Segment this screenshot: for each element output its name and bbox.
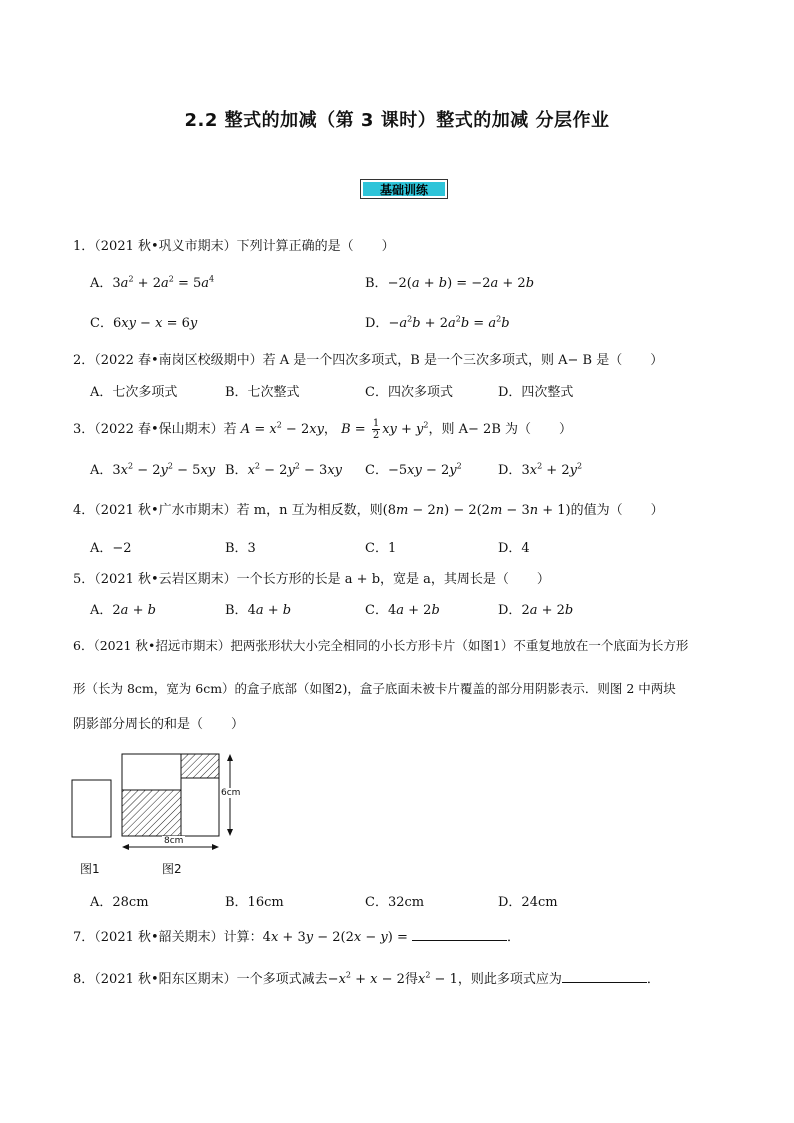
question-1-option-b[interactable]: B．−2(a + b) = −2a + 2b xyxy=(365,276,535,291)
question-8: 8．（2021 秋•阳东区期末）一个多项式减去$-x^2 + x - 2$得$x^2 - 1$，则此多项式应为 ． xyxy=(73,970,660,987)
section-tag xyxy=(360,179,448,199)
question-3-option-a[interactable]: A．$3x^2 - 2y^2 - 5xy$ xyxy=(90,461,216,478)
question-6-option-d[interactable]: D．24cm xyxy=(498,895,558,910)
question-6-line-1: 6．（2021 秋•招远市期末）把两张形状大小完全相同的小长方形卡片（如图1）不重复地放在一个底面为长方形 xyxy=(73,638,689,653)
question-2-option-a[interactable]: A．七次多项式 xyxy=(90,385,178,400)
height-label: 6cm xyxy=(221,788,241,798)
question-3-option-c[interactable]: C．$-5xy - 2y^2$ xyxy=(365,461,462,478)
question-4-option-c[interactable]: C．1 xyxy=(365,541,397,556)
section-tag-label: 基础训练 xyxy=(363,182,445,196)
question-2-stem: 2．（2022 春•南岗区校级期中）若 A 是一个四次多项式，B 是一个三次多项式，则 A− B 是（ ） xyxy=(73,353,664,368)
figure-2-label: 图2 xyxy=(162,862,182,876)
answer-blank-8[interactable] xyxy=(562,970,647,983)
shaded-region-lower-left xyxy=(122,790,181,836)
question-6-option-c[interactable]: C．32cm xyxy=(365,895,425,910)
question-6-option-a[interactable]: A．28cm xyxy=(90,895,149,910)
question-1-stem: 1．（2021 秋•巩义市期末）下列计算正确的是（ ） xyxy=(73,239,395,254)
question-6-line-3: 阴影部分周长的和是（ ） xyxy=(73,717,245,732)
question-3-stem: 3．（2022 春•保山期末）若 $A = x^2 - 2xy$， B = $\frac{1}{2}$ xy + $y^2$，则 A− 2B 为（ ） xyxy=(73,418,573,441)
figure-1-card xyxy=(72,780,111,837)
width-label: 8cm xyxy=(164,836,184,846)
question-6-line-2: 形（长为 8cm，宽为 6cm）的盒子底部（如图2)，盒子底面未被卡片覆盖的部分用阴影表示．则图 2 中两块 xyxy=(73,681,676,696)
question-5-option-c[interactable]: C．4a + 2b xyxy=(365,603,440,618)
question-6-option-b[interactable]: B．16cm xyxy=(225,895,284,910)
question-1-option-d[interactable]: D．$-a^2b + 2a^2b = a^2b$ xyxy=(365,314,510,331)
question-1-option-a[interactable]: A．$3a^2 + 2a^2 = 5a^4$ xyxy=(90,274,215,291)
fraction-one-half: $\frac{1}{2}$ xyxy=(372,418,380,441)
shaded-region-upper-right xyxy=(181,754,219,778)
question-4-option-b[interactable]: B．3 xyxy=(225,541,256,556)
question-4-option-d[interactable]: D．4 xyxy=(498,541,530,556)
question-5-option-a[interactable]: A．2a + b xyxy=(90,603,156,618)
question-2-option-c[interactable]: C．四次多项式 xyxy=(365,385,453,400)
question-2-option-b[interactable]: B．七次整式 xyxy=(225,385,300,400)
question-1-option-c[interactable]: C．6xy − x = 6y xyxy=(90,316,198,331)
question-5-option-b[interactable]: B．4a + b xyxy=(225,603,292,618)
question-2-option-d[interactable]: D．四次整式 xyxy=(498,385,574,400)
question-7: 7．（2021 秋•韶关期末）计算：4x + 3y − 2(2x − y) = ． xyxy=(73,930,520,945)
figure-1-label: 图1 xyxy=(80,862,100,876)
question-6-figure xyxy=(70,752,270,882)
question-4-stem: 4．（2021 秋•广水市期末）若 m，n 互为相反数，则(8m − 2n) − 2(2m − 3n + 1)的值为（ ） xyxy=(73,503,664,518)
answer-blank-7[interactable] xyxy=(412,928,507,941)
question-4-option-a[interactable]: A．−2 xyxy=(90,541,132,556)
question-5-option-d[interactable]: D．2a + 2b xyxy=(498,603,574,618)
question-5-stem: 5．（2021 秋•云岩区期末）一个长方形的长是 a + b，宽是 a，其周长是（ ） xyxy=(73,572,550,587)
question-3-option-d[interactable]: D．$3x^2 + 2y^2$ xyxy=(498,461,583,478)
page-title: 2.2 整式的加减（第 3 课时）整式的加减 分层作业 xyxy=(184,110,610,131)
question-3-option-b[interactable]: B．$x^2 - 2y^2 - 3xy$ xyxy=(225,461,343,478)
